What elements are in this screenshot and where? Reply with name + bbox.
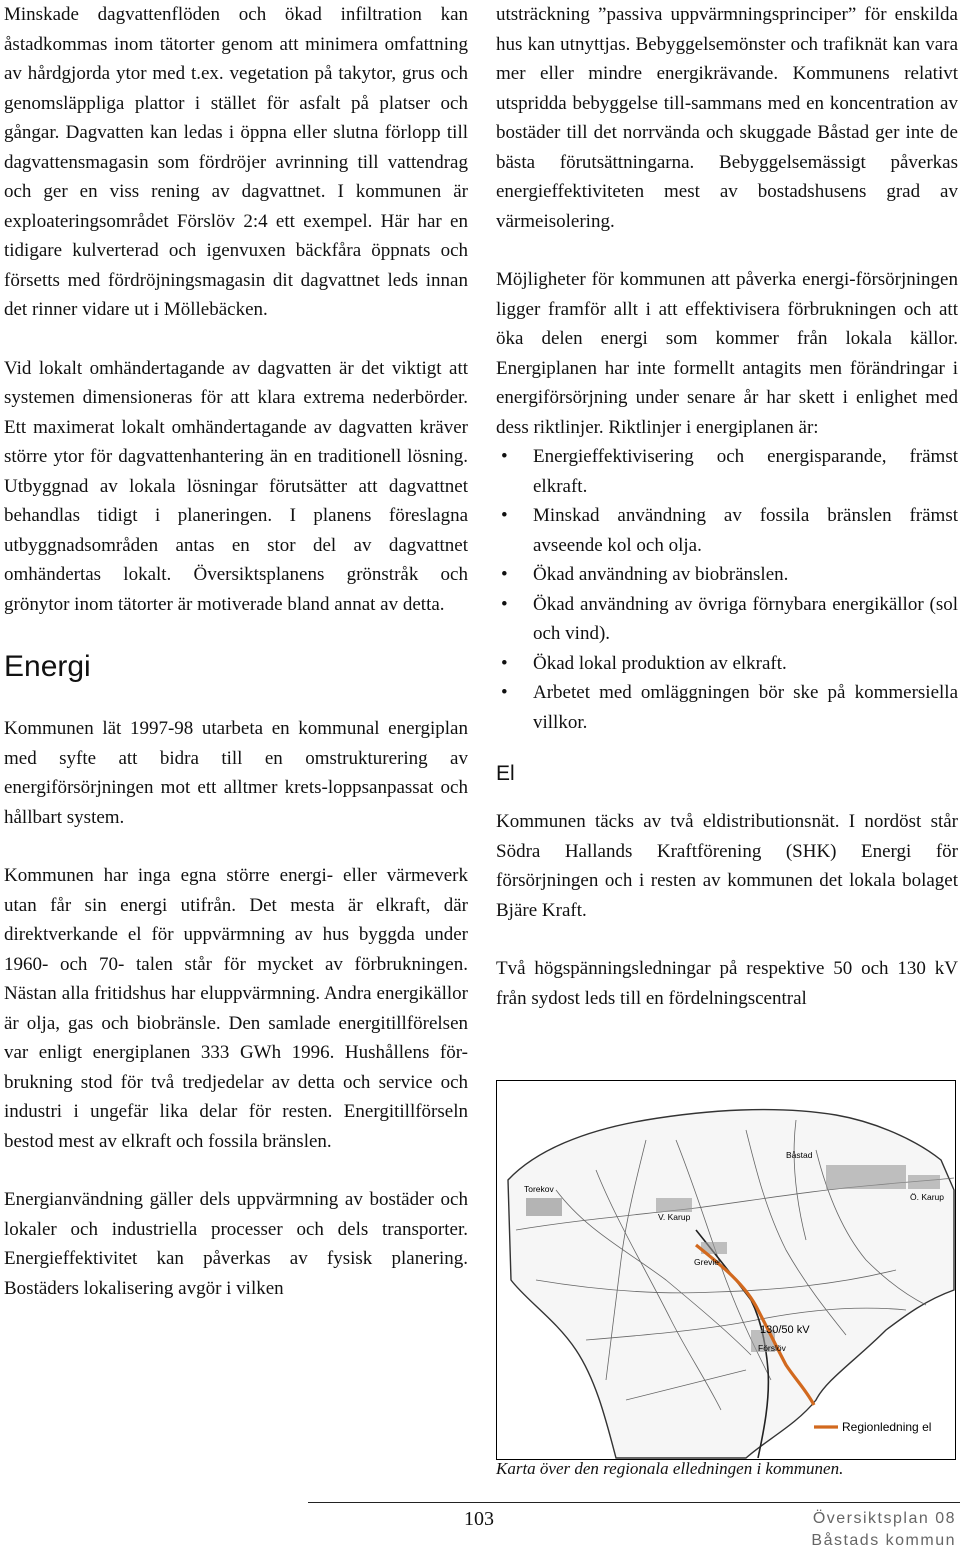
left-column (4, 0, 468, 1303)
paragraph-el-1: Kommunen täcks av två eldistributionsnät. I nordöst står Södra Hallands Kraftförening (SHK) Energi för försörjningen och i resten av kommunen det lokala bolaget Bjäre Kraft. (496, 811, 958, 921)
paragraph-energi-2: Kommunen har inga egna större energi- eller värmeverk utan får sin energi utifrån. Det mesta är elkraft, där direktverkande el för uppvärmning av hus byggda under 1960- och 70- talen står för mycket av förbrukningen. Nästan alla fritidshus har eluppvärmning. Andra energikällor är olja, gas och biobränsle. Den samlade energitillförelsen var enligt energiplanen 333 GWh 1996. Hushållens för-brukning stod för två tredjedelar av detta och service och industri i ungefär lika delar för resten. Energitillförseln bestod mest av elkraft och fossila bränslen. (4, 865, 468, 1152)
footer-municipality: Båstads kommun (811, 1532, 956, 1549)
footer-doc-title: Översiktsplan 08 (812, 1510, 956, 1527)
right-column (496, 0, 958, 1013)
map-caption: Karta över den regionala elledningen i kommunen. (496, 1459, 844, 1478)
place-label-v-karup: V. Karup (658, 1212, 691, 1222)
place-label-bastad: Båstad (786, 1150, 813, 1160)
voltage-label: 130/50 kV (760, 1324, 810, 1336)
place-label-grevie: Grevie (694, 1257, 720, 1267)
paragraph-dagvatten-1: Minskade dagvattenflöden och ökad infiltration kan åstadkommas inom tätorter genom att minimera omfattning av hårdgjorda ytor med t.ex. vegetation på takytor, grus och genomsläppliga plattor i stället för asfalt på platser och gångar. Dagvatten kan ledas i öppna eller slutna förlopp till dagvattensmagasin som fördröjer avrinning till vattendrag och ger en viss rening av dagvattnet. I kommunen är exploateringsområdet Förslöv 2:4 ett exempel. Här har en tidigare kulverterad och igenvuxen bäckfåra öppnats och försetts med fördröjningsmagasin dit dagvattnet leds innan det rinner vidare ut i Möllebäcken. (4, 4, 468, 320)
paragraph-dagvatten-2: Vid lokalt omhändertagande av dagvatten är det viktigt att systemen dimensioneras för att klara extrema nederbörder. Ett maximerat lokalt omhändertagande av dagvatten kräver större ytor för dagvattenhantering än en traditionell lösning. Utbyggnad av lokala lösningar förutsätter att dagvattnet behandlas tidigt i planeringen. I planens föreslagna utbyggnadsområden antas en stor del av dagvattnet omhändertas lokalt. Översiktsplanens grönstråk och grönytor inom tätorter är motiverade bland annat av detta. (4, 357, 468, 615)
paragraph-el-2: Två högspänningsledningar på respektive 50 och 130 kV från sydost leds till en fördelningscentral (496, 958, 958, 1009)
list-item: • Arbetet med omläggningen bör ske på kommersiella villkor. (496, 678, 958, 737)
paragraph-energi-3: Energianvändning gäller dels uppvärmning av bostäder och lokaler och industriella processer och dels transporter. Energieffektivitet kan påverkas av fysisk planering. Bostäders lokalisering avgör i vilken (4, 1189, 468, 1299)
paragraph-energi-1: Kommunen lät 1997-98 utarbeta en kommunal energiplan med syfte att bidra till en omstrukturering av energiförsörjningen mot ett alltmer krets-loppsanpassat och hållbart system. (4, 718, 468, 828)
place-label-o-karup: Ö. Karup (910, 1192, 945, 1202)
heading-el: El (496, 762, 515, 785)
regional-power-line-map (496, 1080, 956, 1460)
footer-title-block (811, 1508, 956, 1552)
paragraph-continued: utsträckning ”passiva uppvärmningsprinciper” för enskilda hus kan utnyttjas. Bebyggelsemönster och trafiknät kan vara mer eller mindre energikrävande. Kommunens relativt utspridda bebyggelse till-sammans med en koncentration av bostäder till det norrvända och skuggade Båstad ger inte de bästa förutsättningarna. Bebyggelsemässigt påverkas energieffektiviteten mest av bostadshusens grad av värmeisolering. (496, 4, 958, 232)
heading-energi: Energi (4, 650, 91, 683)
page-number: 103 (464, 1508, 494, 1530)
place-label-torekov: Torekov (524, 1184, 554, 1194)
list-item: • Ökad användning av biobränslen. (496, 560, 958, 590)
footer-rule (308, 1502, 960, 1503)
list-item: • Minskad användning av fossila bränslen främst avseende kol och olja. (496, 501, 958, 560)
place-label-forslov: Förslöv (758, 1343, 786, 1353)
list-item: • Energieffektivisering och energisparande, främst elkraft. (496, 442, 958, 501)
list-item: • Ökad användning av övriga förnybara energikällor (sol och vind). (496, 590, 958, 649)
guidelines-list (496, 442, 958, 737)
list-item: • Ökad lokal produktion av elkraft. (496, 649, 958, 679)
legend-label: Regionledning el (842, 1420, 932, 1434)
paragraph-possibilities: Möjligheter för kommunen att påverka energi-försörjningen ligger framför allt i att effektivisera förbrukningen och att öka delen energi som kommer från lokala källor. Energiplanen har inte formellt antagits men förändringar i energiförsörjning under senare år har skett i enlighet med dess riktlinjer. Riktlinjer i energiplanen är: (496, 269, 958, 438)
